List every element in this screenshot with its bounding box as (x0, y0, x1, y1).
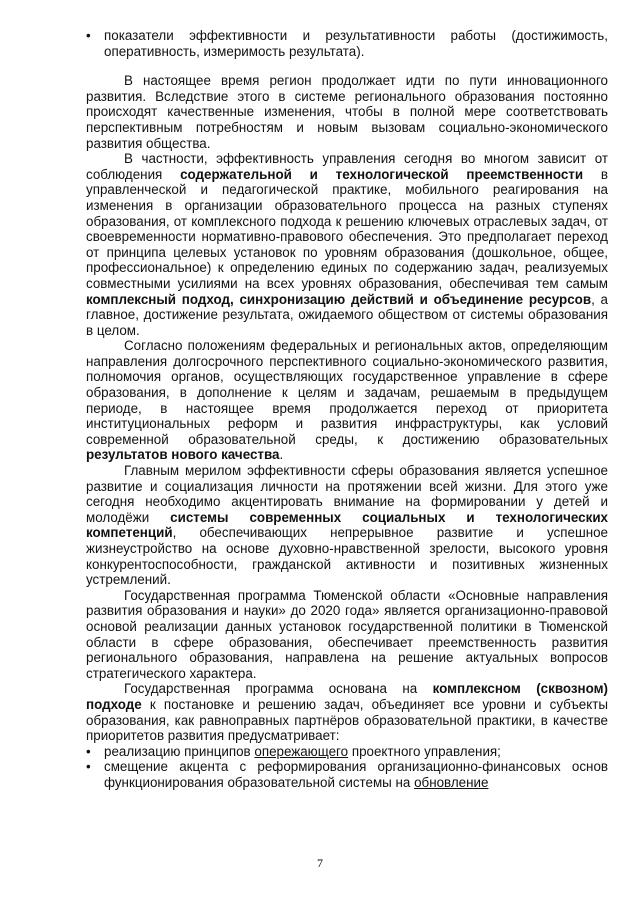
bold-phrase: системы современных социальных и технологических компетенций (86, 509, 608, 541)
list-item: • смещение акцента с реформирования организационно-финансовых основ функционирования образовательной системы на обновление (86, 759, 608, 790)
paragraph-approach: Государственная программа основана на комплексном (сквозном) подходе к постановке и решению задач, объединяет все уровни и субъекты образования, как равноправных партнёров образовательной практики, в качестве приоритетов развития предусматривает: (86, 681, 608, 744)
bold-phrase: комплексном (сквозном) подходе (86, 681, 608, 712)
bold-phrase: содержательной и технологической преемственности (180, 166, 584, 182)
paragraph-innovation: В настоящее время регион продолжает идти по пути инновационного развития. Вследствие этого в системе регионального образования постоянно происходят качественные изменения, чтобы в полной мере соответствовать перспективным потребностям и новым вызовам социально-экономического развития общества. (86, 73, 608, 151)
top-bullet-list (86, 28, 608, 59)
list-item: • реализацию принципов опережающего проектного управления; (86, 744, 608, 760)
list-item: • показатели эффективности и результативности работы (достижимость, оперативность, измеримость результата). (86, 28, 608, 59)
bold-phrase: результатов нового качества (86, 447, 280, 463)
page-number: 7 (317, 856, 323, 870)
paragraph-gap (86, 59, 608, 73)
paragraph-criterion: Главным мерилом эффективности сферы образования является успешное развитие и социализация личности на протяжении всей жизни. Для этого уже сегодня необходимо акцентировать внимание на формировании у детей и молодёжи системы современных социальных и технологических компетенций, обеспечивающих непрерывное развитие и успешное жизнеустройство на основе духовно-нравственной зрелости, высокого уровня конкурентоспособности, гражданской активности и позитивных жизненных устремлений. (86, 463, 608, 588)
paragraph-efficiency: В частности, эффективность управления сегодня во многом зависит от соблюдения содержательной и технологической преемственности в управленческой и педагогической практике, мобильного реагирования на изменения в организации образовательного процесса на разных ступенях образования, от комплексного подхода к решению ключевых отраслевых задач, от своевременности нормативно-правового обеспечения. Это предполагает переход от принципа целевых установок по уровням образования (дошкольное, общее, профессиональное) к определению единых по содержанию задач, реализуемых совместными усилиями на всех уровнях образования, обеспечивая тем самым комплексный подход, синхронизацию действий и объединение ресурсов, а главное, достижение результата, ожидаемого обществом от системы образования в целом. (86, 151, 608, 338)
priorities-list (86, 744, 608, 791)
bold-phrase: комплексный подход, синхронизацию действий и объединение ресурсов (86, 291, 592, 307)
underlined-word: обновление (414, 774, 489, 790)
underlined-word: опережающего (254, 743, 349, 759)
paragraph-state-program: Государственная программа Тюменской области «Основные направления развития образования и науки» до 2020 года» является организационно-правовой основой реализации данных установок государственной политики в Тюменской области в сфере образования, обеспечивает преемственность развития регионального образования, направлена на решение актуальных вопросов стратегического характера. (86, 587, 608, 681)
paragraph-regulations: Согласно положениям федеральных и региональных актов, определяющим направления долгосрочного перспективного социально-экономического развития, полномочия органов, осуществляющих государственное управление в сфере образования, в дополнение к целям и задачам, решаемым в предыдущем периоде, в настоящее время продолжается переход от приоритета институциональных реформ и развития инфраструктуры, как условий современной образовательной среды, к достижению образовательных результатов нового качества. (86, 338, 608, 463)
